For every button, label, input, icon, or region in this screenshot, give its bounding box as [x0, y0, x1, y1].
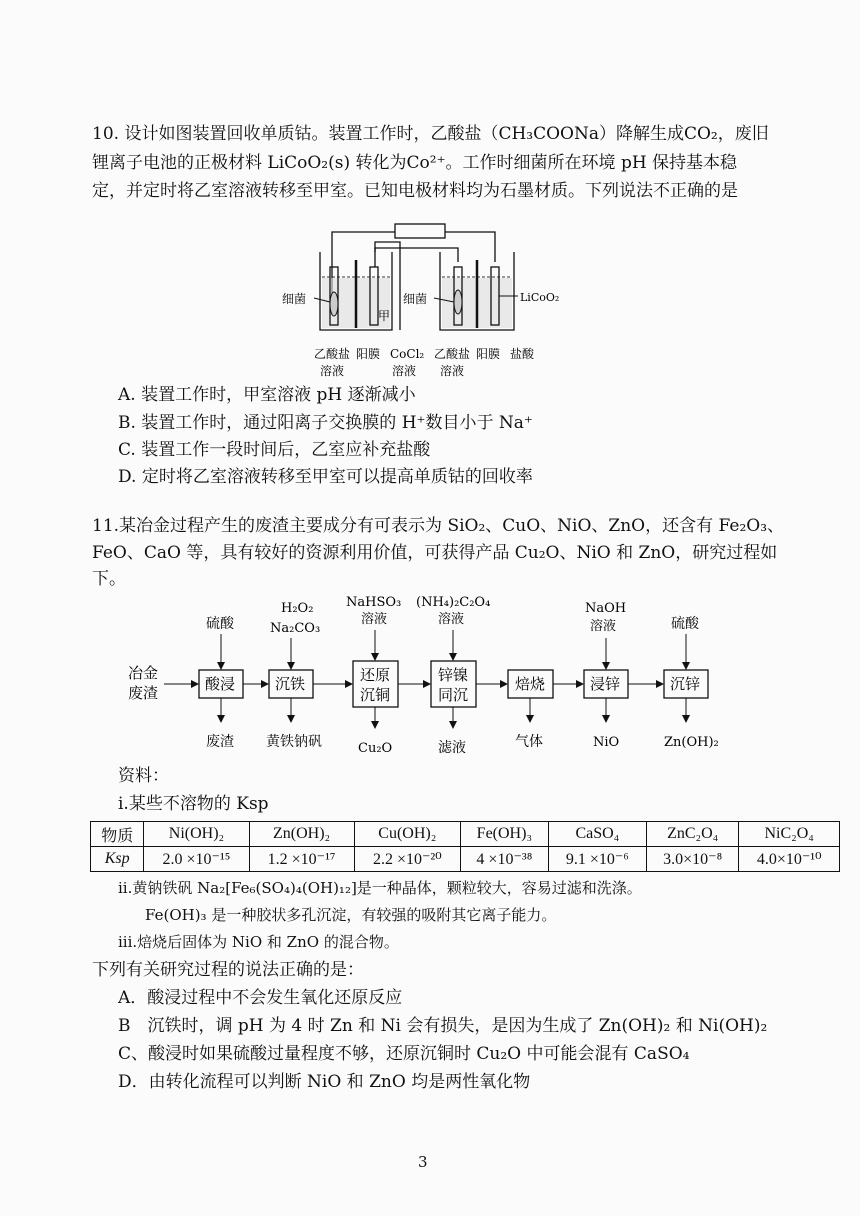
step-label-coprec: 同沉: [438, 686, 469, 704]
input-naoh: NaOH: [585, 601, 627, 616]
page-number: 3: [418, 1153, 428, 1171]
q10-option-b: B. 装置工作时，通过阳离子交换膜的 H⁺数目小于 Na⁺: [118, 413, 533, 433]
table-cell: 9.1 ×10⁻⁶: [548, 847, 646, 872]
input-nahso3-solution: 溶液: [361, 612, 388, 627]
output-zn-oh-2: Zn(OH)₂: [664, 735, 719, 750]
table-cell: Zn(OH)₂: [249, 822, 354, 847]
label-acetate-left-2: 溶液: [320, 364, 345, 378]
table-cell: 2.0 ×10⁻¹⁵: [144, 847, 249, 872]
output-jarosite: 黄铁钠矾: [266, 734, 322, 750]
step-label-acid-leach: 酸浸: [205, 675, 236, 693]
output-filtrate: 滤液: [438, 740, 466, 756]
table-cell: Fe(OH)₃: [460, 822, 548, 847]
label-cocl2-1: CoCl₂: [390, 347, 425, 361]
info-i: i.某些不溶物的 Ksp: [118, 794, 269, 814]
step-label-znni: 锌镍: [438, 666, 469, 684]
ksp-table-value-row: [91, 847, 840, 872]
table-cell: 物质: [91, 822, 144, 847]
ksp-table-header-row: [91, 822, 840, 847]
info-ii-line1: ii.黄钠铁矾 Na₂[Fe₆(SO₄)₄(OH)₁₂]是一种晶体，颗粒较大，容易过滤和洗涤。: [118, 879, 642, 897]
table-cell: Ni(OH)₂: [144, 822, 249, 847]
input-h2o2: H₂O₂: [281, 601, 314, 616]
resistor-icon: [395, 224, 445, 238]
bacteria-left-icon: [330, 292, 338, 316]
bacteria-right-icon: [454, 290, 462, 314]
q11-stem-line3: 下。: [92, 569, 126, 589]
q10-stem-line3: 定，并定时将乙室溶液转移至甲室。已知电极材料均为石墨材质。下列说法不正确的是: [92, 181, 738, 201]
table-cell: 4 ×10⁻³⁸: [460, 847, 548, 872]
label-acetate-right-2: 溶液: [440, 364, 465, 378]
table-cell: 2.2 ×10⁻²⁰: [354, 847, 460, 872]
step-label-precip-zn: 沉锌: [670, 675, 701, 693]
label-licoo2: LiCoO₂: [520, 291, 560, 304]
table-cell: CaSO₄: [548, 822, 646, 847]
info-iii: iii.焙烧后固体为 NiO 和 ZnO 的混合物。: [118, 933, 399, 951]
input-naoh-solution: 溶液: [590, 619, 617, 634]
input-ammonium-oxalate: (NH₄)₂C₂O₄: [416, 595, 491, 610]
q11-option-a: A．酸浸过程中不会发生氧化还原反应: [118, 988, 403, 1008]
label-membrane-left: 阳膜: [356, 347, 381, 361]
input-nahso3: NaHSO₃: [346, 595, 402, 610]
label-acetate-right-1: 乙酸盐: [434, 347, 471, 361]
label-cocl2-2: 溶液: [392, 364, 417, 378]
output-gas: 气体: [515, 734, 543, 750]
table-cell: Cu(OH)₂: [354, 822, 460, 847]
table-cell: ZnC₂O₄: [646, 822, 738, 847]
step-label-leach-zn: 浸锌: [590, 675, 621, 693]
label-bacteria-left: 细菌: [282, 292, 307, 306]
output-cu2o: Cu₂O: [358, 741, 393, 756]
table-cell: 3.0×10⁻⁸: [646, 847, 738, 872]
q11-stem-line2: FeO、CaO 等，具有较好的资源利用价值，可获得产品 Cu₂O、NiO 和 ZnO，研究过程如: [92, 543, 778, 563]
info-ii-line2: Fe(OH)₃ 是一种胶状多孔沉淀，有较强的吸附其它离子能力。: [145, 906, 557, 924]
label-acetate-left-1: 乙酸盐: [314, 347, 351, 361]
q11-option-c: C、酸浸时如果硫酸过量程度不够，还原沉铜时 Cu₂O 中可能会混有 CaSO₄: [118, 1044, 690, 1064]
q11-option-b: B 沉铁时，调 pH 为 4 时 Zn 和 Ni 会有损失，是因为生成了 Zn(OH)₂ 和 Ni(OH)₂: [118, 1016, 768, 1036]
info-title: 资料：: [118, 766, 169, 786]
q11-option-d: D．由转化流程可以判断 NiO 和 ZnO 均是两性氧化物: [118, 1072, 531, 1092]
label-bacteria-right: 细菌: [403, 292, 428, 306]
step-label-roast: 焙烧: [515, 675, 546, 693]
output-nio: NiO: [593, 735, 620, 750]
q11-question: 下列有关研究过程的说法正确的是：: [92, 960, 364, 980]
input-acid-leach: 硫酸: [206, 616, 234, 632]
ksp-table: [90, 821, 840, 872]
table-cell: NiC₂O₄: [739, 822, 840, 847]
table-cell: 1.2 ×10⁻¹⁷: [249, 847, 354, 872]
input-ammonium-oxalate-solution: 溶液: [438, 612, 465, 627]
output-residue: 废渣: [206, 734, 234, 750]
label-jia: 甲: [378, 309, 391, 323]
flow-start-1: 冶金: [128, 664, 159, 682]
label-hcl: 盐酸: [510, 347, 535, 361]
electrochemical-apparatus-diagram: [270, 212, 590, 382]
step-label-reduce: 还原: [360, 666, 391, 684]
table-cell: Ksp: [91, 847, 144, 872]
q10-option-c: C. 装置工作一段时间后，乙室应补充盐酸: [118, 440, 431, 460]
q10-stem-line1: 10. 设计如图装置回收单质钴。装置工作时，乙酸盐（CH₃COONa）降解生成CO₂，废旧: [92, 124, 769, 144]
input-na2co3: Na₂CO₃: [270, 621, 321, 636]
q10-option-d: D. 定时将乙室溶液转移至甲室可以提高单质钴的回收率: [118, 467, 533, 487]
q11-stem-line1: 11.某冶金过程产生的废渣主要成分有可表示为 SiO₂、CuO、NiO、ZnO，还含有 Fe₂O₃、: [92, 516, 785, 536]
label-membrane-right: 阳膜: [476, 347, 501, 361]
flow-start-2: 废渣: [128, 684, 159, 702]
process-flowchart: [118, 590, 758, 760]
table-cell: 4.0×10⁻¹⁰: [739, 847, 840, 872]
q10-stem-line2: 锂离子电池的正极材料 LiCoO₂(s) 转化为Co²⁺。工作时细菌所在环境 pH 保持基本稳: [92, 153, 738, 173]
input-sulfuric-acid: 硫酸: [671, 616, 699, 632]
step-label-iron: 沉铁: [275, 675, 306, 693]
step-label-copper: 沉铜: [360, 686, 391, 704]
q10-option-a: A. 装置工作时，甲室溶液 pH 逐渐减小: [118, 385, 416, 405]
